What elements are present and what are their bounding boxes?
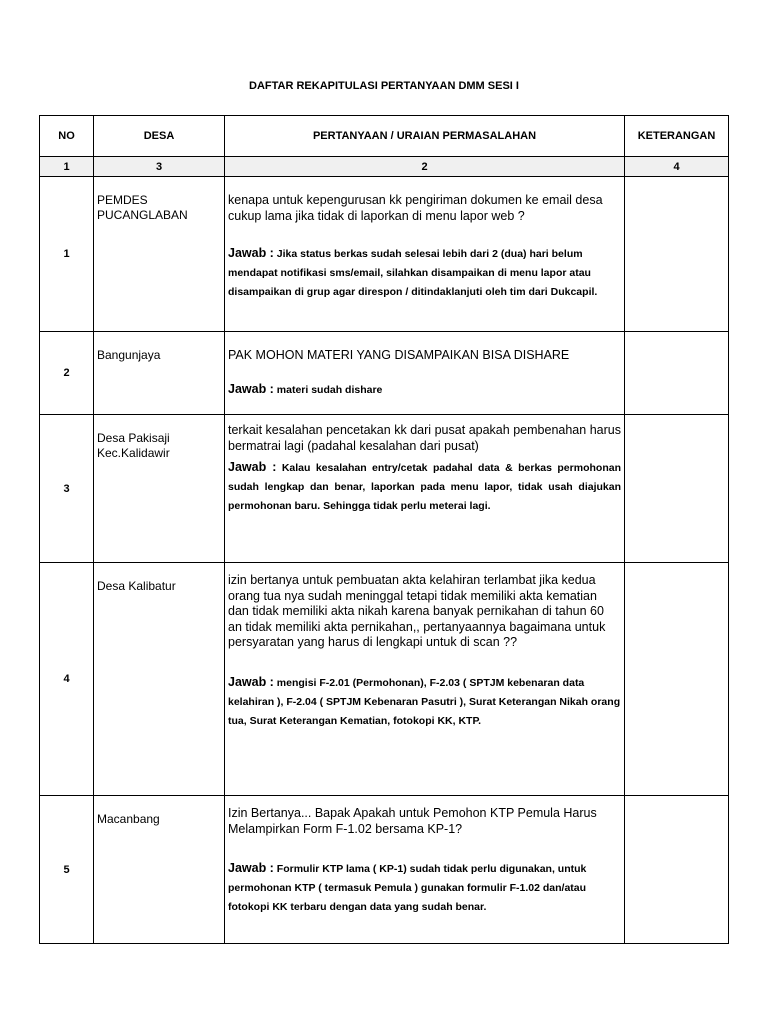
row-no: 5 — [40, 796, 94, 944]
answer-block — [228, 458, 621, 516]
row-question-cell — [225, 177, 625, 332]
row-desa: Bangunjaya — [94, 332, 225, 415]
row-no: 2 — [40, 332, 94, 415]
index-row — [40, 157, 729, 177]
question-text: Izin Bertanya... Bapak Apakah untuk Pemohon KTP Pemula Harus Melampirkan Form F-1.02 bersama KP-1? — [228, 806, 597, 836]
index-pertanyaan: 2 — [225, 157, 625, 177]
answer-text: Jika status berkas sudah selesai lebih dari 2 (dua) hari belum mendapat notifikasi sms/email, silahkan disampaikan di menu lapor atau disampaikan di grup agar direspon / ditindaklanjuti oleh tim dari Dukcapil. — [228, 248, 598, 298]
answer-text: Kalau kesalahan entry/cetak padahal data & berkas permohonan sudah lengkap dan benar, laporkan pada menu lapor, tidak usah diajukan permohonan baru. Sehingga tidak perlu meterai lagi. — [228, 462, 621, 512]
answer-text: Formulir KTP lama ( KP-1) sudah tidak perlu digunakan, untuk permohonan KTP ( termasuk Pemula ) gunakan formulir F-1.02 dan/atau fotokopi KK terbaru dengan data yang sudah benar. — [228, 863, 587, 913]
answer-block — [228, 244, 621, 302]
row-desa: Desa Pakisaji Kec.Kalidawir — [94, 415, 225, 563]
index-no: 1 — [40, 157, 94, 177]
table-row — [40, 415, 729, 563]
row-keterangan — [625, 177, 729, 332]
answer-block — [228, 673, 621, 731]
answer-label: Jawab : — [228, 460, 277, 474]
answer-block — [228, 380, 621, 400]
row-question-cell — [225, 796, 625, 944]
row-desa: PEMDES PUCANGLABAN — [94, 177, 225, 332]
row-question-cell — [225, 415, 625, 563]
header-pertanyaan: PERTANYAAN / URAIAN PERMASALAHAN — [225, 116, 625, 157]
question-text: kenapa untuk kepengurusan kk pengiriman dokumen ke email desa cukup lama jika tidak di laporkan di menu lapor web ? — [228, 193, 603, 223]
index-keterangan: 4 — [625, 157, 729, 177]
document-title: DAFTAR REKAPITULASI PERTANYAAN DMM SESI I — [249, 80, 519, 92]
answer-block — [228, 859, 621, 917]
row-desa: Desa Kalibatur — [94, 563, 225, 796]
row-question-cell — [225, 332, 625, 415]
row-desa: Macanbang — [94, 796, 225, 944]
row-no: 4 — [40, 563, 94, 796]
row-no: 3 — [40, 415, 94, 563]
row-keterangan — [625, 415, 729, 563]
answer-text: materi sudah dishare — [276, 383, 383, 396]
question-text: PAK MOHON MATERI YANG DISAMPAIKAN BISA DISHARE — [228, 348, 570, 362]
answer-text: mengisi F-2.01 (Permohonan), F-2.03 ( SPTJM kebenaran data kelahiran ), F-2.04 ( SPTJM Kebenaran Pasutri ), Surat Keterangan Nikah orang tua, Surat Keterangan Kematian, fotokopi KK, KTP. — [228, 676, 621, 727]
answer-label: Jawab : — [228, 246, 274, 260]
answer-label: Jawab : — [228, 674, 274, 689]
row-question-cell — [225, 563, 625, 796]
question-text: terkait kesalahan pencetakan kk dari pusat apakah pembenahan harus bermatrai lagi (padahal kesalahan dari pusat) — [228, 423, 621, 453]
question-text: izin bertanya untuk pembuatan akta kelahiran terlambat jika kedua orang tua nya sudah meninggal tetapi tidak memiliki akta kematian dan tidak memiliki akta nikah karena banyak pernikahan di tahun 60 an tidak memiliki akta pernikahan,, pertanyaannya bagaimana untuk persyaratan yang harus di lengkapi untuk di scan ?? — [228, 573, 606, 649]
rekap-table — [39, 115, 729, 944]
header-row — [40, 116, 729, 157]
table-row — [40, 177, 729, 332]
answer-label: Jawab : — [228, 861, 274, 875]
table-row — [40, 563, 729, 796]
table-row — [40, 796, 729, 944]
row-keterangan — [625, 796, 729, 944]
answer-label: Jawab : — [228, 381, 274, 396]
index-desa: 3 — [94, 157, 225, 177]
header-keterangan: KETERANGAN — [625, 116, 729, 157]
row-keterangan — [625, 563, 729, 796]
row-keterangan — [625, 332, 729, 415]
row-no: 1 — [40, 177, 94, 332]
table-row — [40, 332, 729, 415]
header-desa: DESA — [94, 116, 225, 157]
header-no: NO — [40, 116, 94, 157]
